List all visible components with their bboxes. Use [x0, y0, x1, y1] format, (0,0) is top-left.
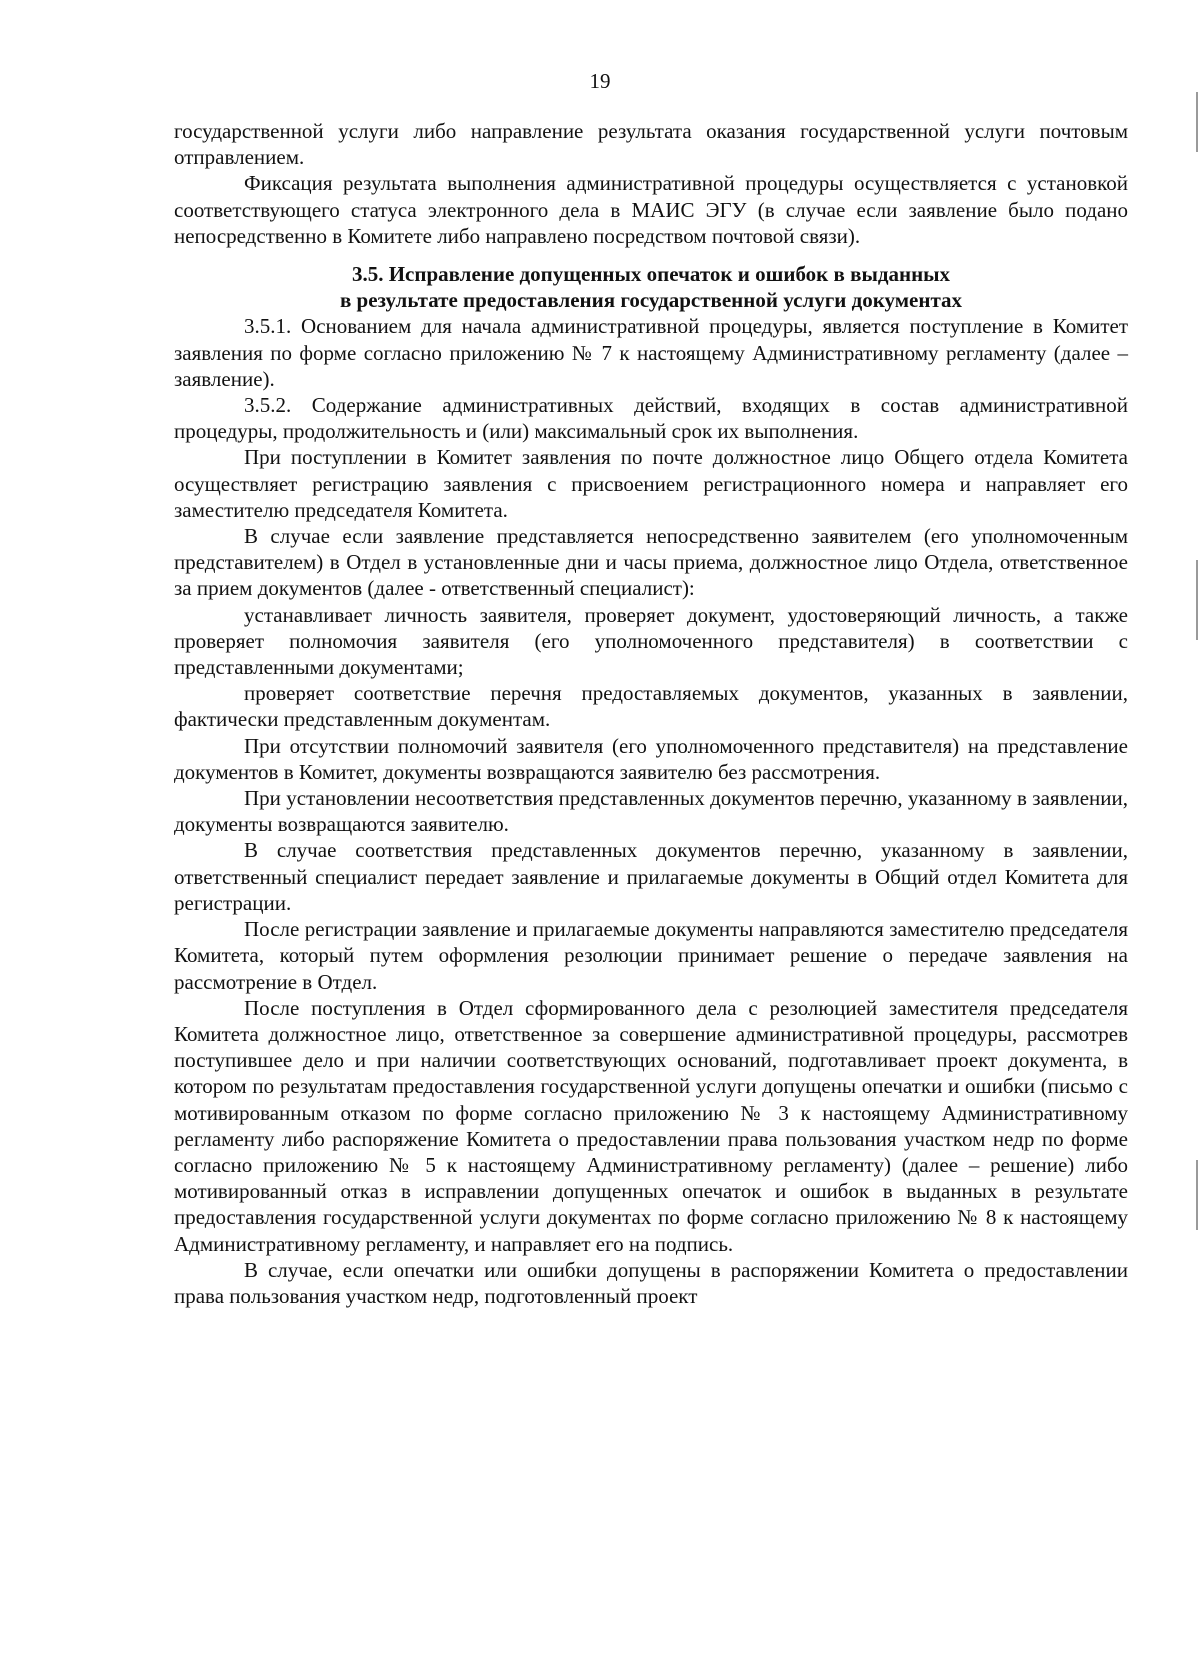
- scan-edge-mark: [1196, 92, 1198, 152]
- paragraph-after-registration: После регистрации заявление и прилагаемые документы направляются заместителю председателя Комитета, который путем оформления резолюции принимает решение о передаче заявления на рассмотрение в Отдел.: [174, 917, 1128, 994]
- paragraph-list-check: проверяет соответствие перечня предоставляемых документов, указанных в заявлении, фактически представленным документам.: [174, 681, 1128, 732]
- page-number: 19: [589, 69, 611, 93]
- paragraph-direct-submission: В случае если заявление представляется непосредственно заявителем (его уполномоченным представителем) в Отдел в установленные дни и часы приема, должностное лицо Отдела, ответственное за прием документов (далее - ответственный специалист):: [174, 524, 1128, 601]
- section-heading-line-2: в результате предоставления государственной услуги документах: [339, 288, 963, 313]
- paragraph-mismatch: При установлении несоответствия представленных документов перечню, указанному в заявлении, документы возвращаются заявителю.: [174, 786, 1128, 837]
- paragraph-3-5-1: 3.5.1. Основанием для начала административной процедуры, является поступление в Комитет заявления по форме согласно приложению № 7 к настоящему Административному регламенту (далее – заявление).: [174, 314, 1128, 391]
- document-body: [174, 118, 1128, 1309]
- paragraph-result-fixation: Фиксация результата выполнения административной процедуры осуществляется с установкой соответствующего статуса электронного дела в МАИС ЭГУ (в случае если заявление было подано непосредственно в Комитете либо направлено посредством почтовой связи).: [174, 171, 1128, 248]
- paragraph-order-errors: В случае, если опечатки или ошибки допущены в распоряжении Комитета о предоставлении права пользования участком недр, подготовленный проект: [174, 1257, 1128, 1308]
- paragraph-mail-receipt: При поступлении в Комитет заявления по почте должностное лицо Общего отдела Комитета осуществляет регистрацию заявления с присвоением регистрационного номера и направляет его заместителю председателя Комитета.: [174, 445, 1128, 522]
- paragraph-identity-check: устанавливает личность заявителя, проверяет документ, удостоверяющий личность, а также проверяет полномочия заявителя (его уполномоченного представителя) в соответствии с представленными документами;: [174, 602, 1128, 680]
- paragraph-department-review: После поступления в Отдел сформированного дела с резолюцией заместителя председателя Комитета должностное лицо, ответственное за совершение административной процедуры, рассмотрев поступившее дело и при наличии соответствующих оснований, подготавливает проект документа, в котором по результатам предоставления государственной услуги допущены опечатки и ошибки (письмо с мотивированным отказом по форме согласно приложению № 3 к настоящему Административному регламенту либо распоряжение Комитета о предоставлении права пользования участком недр по форме согласно приложению № 5 к настоящему Административному регламенту) (далее – решение) либо мотивированный отказ в исправлении допущенных опечаток и ошибок в выданных в результате предоставления государственной услуги документах по форме согласно приложению № 8 к настоящему Административному регламенту, и направляет его на подпись.: [174, 995, 1128, 1256]
- paragraph-3-5-2: 3.5.2. Содержание административных действий, входящих в состав административной процедуры, продолжительность и (или) максимальный срок их выполнения.: [174, 393, 1128, 444]
- scan-edge-mark: [1196, 1160, 1198, 1230]
- paragraph-continuation: государственной услуги либо направление результата оказания государственной услуги почтовым отправлением.: [174, 119, 1128, 170]
- paragraph-no-authority: При отсутствии полномочий заявителя (его уполномоченного представителя) на представление документов в Комитет, документы возвращаются заявителю без рассмотрения.: [174, 733, 1128, 784]
- scan-edge-mark: [1196, 560, 1198, 640]
- section-heading: [174, 261, 1128, 313]
- paragraph-match: В случае соответствия представленных документов перечню, указанному в заявлении, ответственный специалист передает заявление и прилагаемые документы в Общий отдел Комитета для регистрации.: [174, 838, 1128, 915]
- section-heading-line-1: 3.5. Исправление допущенных опечаток и ошибок в выданных: [351, 262, 951, 287]
